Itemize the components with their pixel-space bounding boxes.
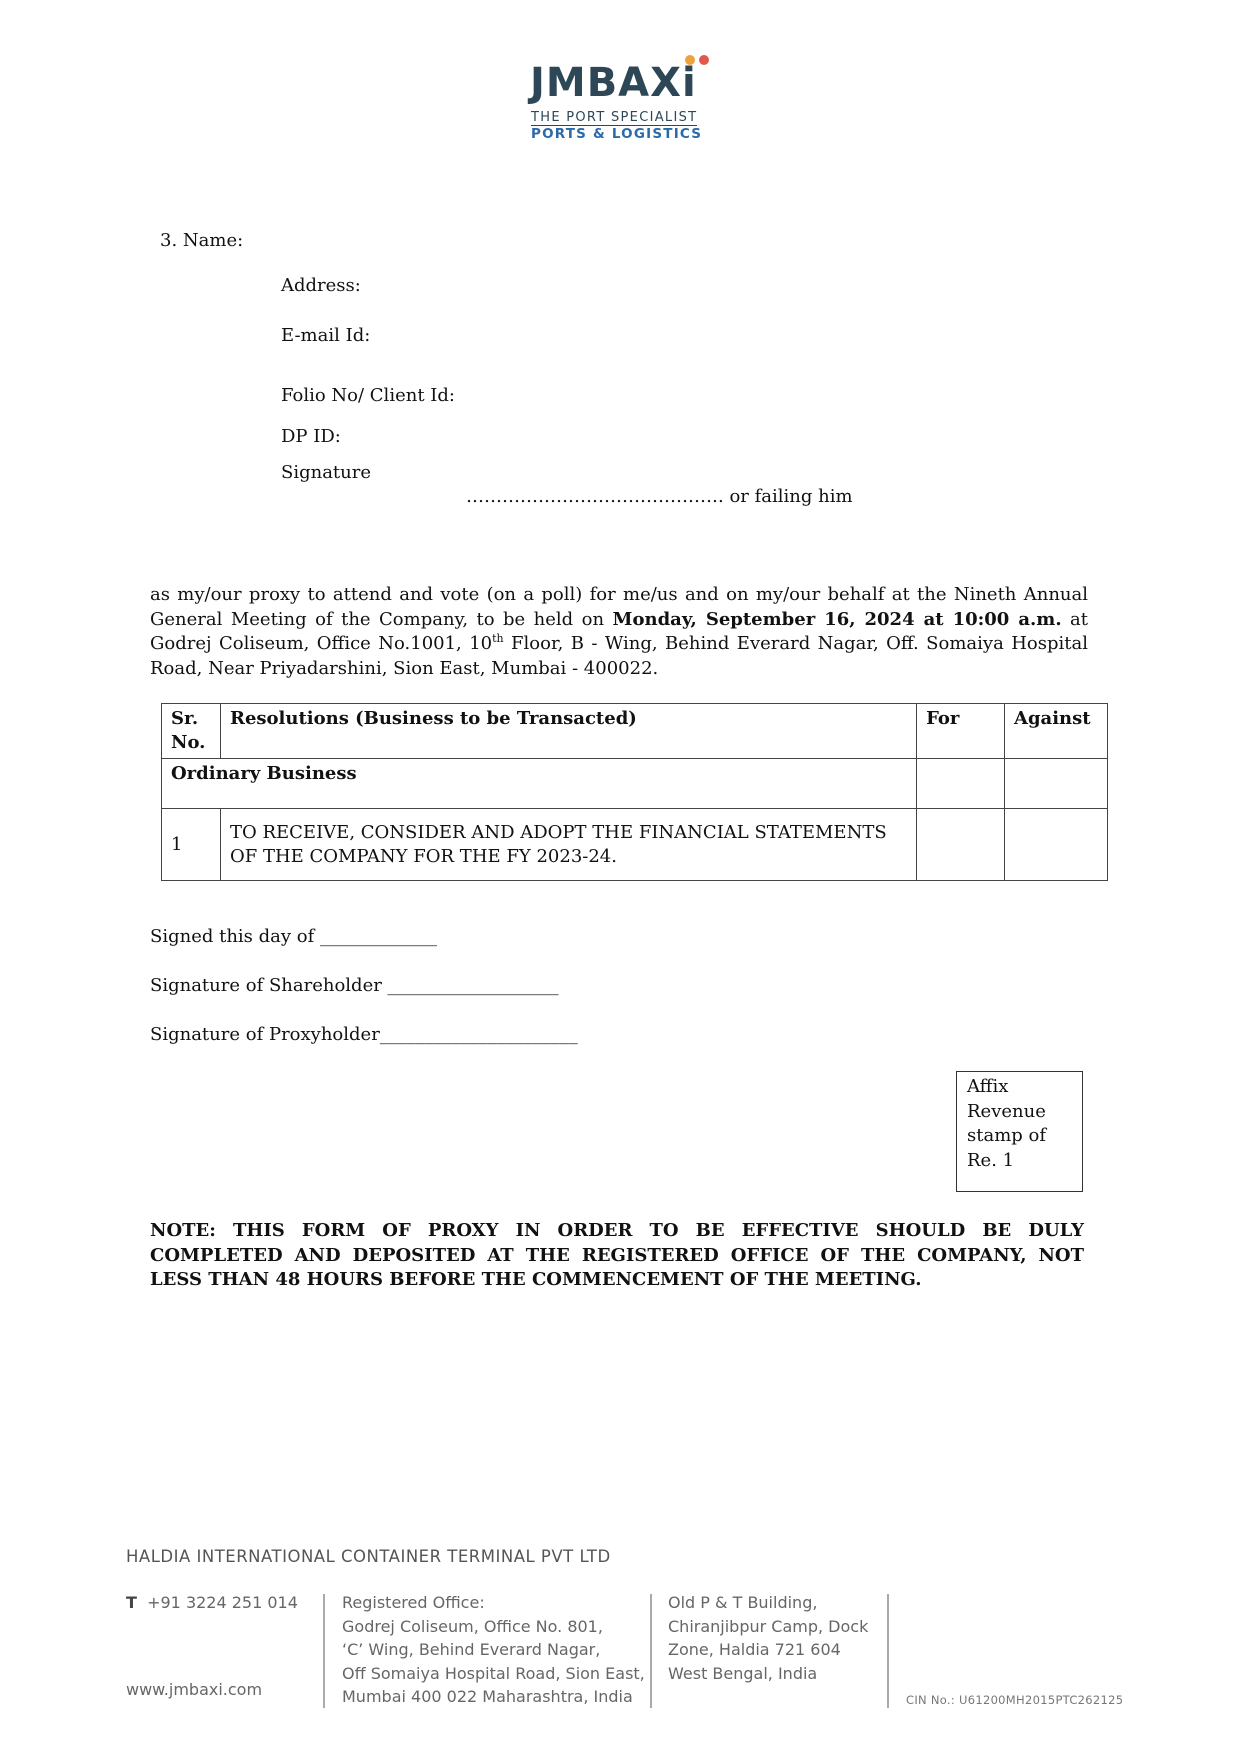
company-logo xyxy=(530,46,730,146)
footer-cin: CIN No.: U61200MH2015PTC262125 xyxy=(906,1693,1124,1707)
section-ordinary-business: Ordinary Business xyxy=(162,759,917,809)
against-cell[interactable] xyxy=(1005,759,1108,809)
name-label: 3. Name: xyxy=(160,230,244,251)
row-sr-no: 1 xyxy=(162,809,221,881)
logo-tagline: THE PORT SPECIALIST xyxy=(531,110,698,125)
row-resolution-text: TO RECEIVE, CONSIDER AND ADOPT THE FINANCIAL STATEMENTS OF THE COMPANY FOR THE FY 2023-24. xyxy=(220,809,916,881)
email-label: E-mail Id: xyxy=(281,325,371,346)
note-text: NOTE: THIS FORM OF PROXY IN ORDER TO BE EFFECTIVE SHOULD BE DULY COMPLETED AND DEPOSITED AT THE REGISTERED OFFICE OF THE COMPANY, NOT LESS THAN 48 HOURS BEFORE THE COMMENCEMENT OF THE MEETING. xyxy=(150,1220,1084,1290)
footer-divider xyxy=(887,1594,889,1708)
revenue-stamp-box xyxy=(956,1071,1083,1192)
stamp-line: Affix xyxy=(967,1076,1009,1097)
shareholder-signature-line: Signature of Shareholder ___________________ xyxy=(150,975,559,996)
header-resolution: Resolutions (Business to be Transacted) xyxy=(220,704,916,759)
logo-division: PORTS & LOGISTICS xyxy=(531,126,703,142)
header-for: For xyxy=(917,704,1005,759)
table-section-row xyxy=(162,759,1108,809)
signed-day-line: Signed this day of _____________ xyxy=(150,926,438,947)
stamp-line: stamp of xyxy=(967,1125,1047,1146)
footer-divider xyxy=(323,1594,325,1708)
footer-phone: T +91 3224 251 014 xyxy=(126,1593,298,1612)
meeting-datetime: Monday, September 16, 2024 at 10:00 a.m. xyxy=(612,608,1062,630)
resolutions-table xyxy=(161,703,1108,881)
header-sr-no: Sr. No. xyxy=(162,704,221,759)
header-against: Against xyxy=(1005,704,1108,759)
table-row xyxy=(162,809,1108,881)
footer-divider xyxy=(650,1594,652,1708)
footer-address-haldia: Old P & T Building, Chiranjibpur Camp, Dock Zone, Haldia 721 604 West Bengal, India xyxy=(668,1593,869,1683)
proxy-paragraph: as my/our proxy to attend and vote (on a poll) for me/us and on my/our behalf at the Nineth Annual General Meeting of the Company, to be held on Monday, September 16, 2024 at 10:00 a.m. at Godrej Coliseum, Office No.1001, 10th Floor, B - Wing, Behind Everard Nagar, Off. Somaiya Hospital Road, Near Priyadarshini, Sion East, Mumbai - 400022. xyxy=(150,584,1089,679)
logo-dot-red xyxy=(699,55,709,65)
against-vote-cell[interactable] xyxy=(1005,809,1108,881)
dpid-label: DP ID: xyxy=(281,426,341,447)
signature-label: Signature xyxy=(281,462,372,483)
stamp-line: Re. 1 xyxy=(967,1149,1015,1171)
footer-registered-office: Registered Office: Godrej Coliseum, Office No. 801, ‘C’ Wing, Behind Everard Nagar, Off Somaiya Hospital Road, Sion East, Mumbai 400 022 Maharashtra, India xyxy=(342,1593,645,1706)
for-vote-cell[interactable] xyxy=(917,809,1005,881)
for-cell[interactable] xyxy=(917,759,1005,809)
stamp-line: Revenue xyxy=(967,1100,1046,1122)
footer-website[interactable]: www.jmbaxi.com xyxy=(126,1680,263,1699)
failing-him-line: ……………………………………. or failing him xyxy=(466,486,853,507)
proxyholder-signature-line: Signature of Proxyholder______________________ xyxy=(150,1024,578,1045)
address-label: Address: xyxy=(281,275,361,296)
table-header-row xyxy=(162,704,1108,759)
folio-label: Folio No/ Client Id: xyxy=(281,385,455,406)
logo-brand: JMBAXi xyxy=(530,60,697,106)
footer-company-name: HALDIA INTERNATIONAL CONTAINER TERMINAL PVT LTD xyxy=(126,1547,611,1566)
